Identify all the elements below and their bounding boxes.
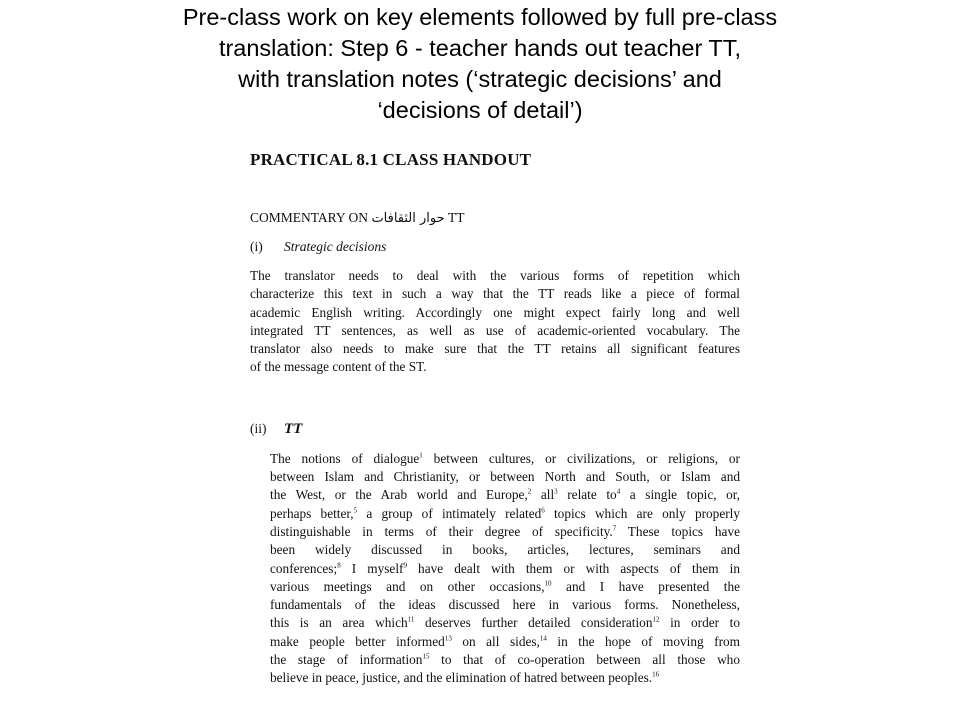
section-number: (i) bbox=[250, 239, 263, 254]
tt-text: I myself bbox=[340, 560, 404, 576]
tt-text: believe in peace, justice, and the elimination of hatred between peoples. bbox=[270, 670, 653, 686]
footnote-marker: 8 bbox=[337, 561, 341, 570]
slide-title-line: ‘decisions of detail’) bbox=[377, 97, 583, 123]
paragraph-line: academic English writing. Accordingly one might expect fairly long and well bbox=[250, 304, 740, 320]
tt-text: These topics have bbox=[616, 523, 740, 539]
tt-text: relate to bbox=[557, 487, 617, 503]
tt-line bbox=[270, 578, 740, 596]
tt-text: between cultures, or civilizations, or religions, or bbox=[422, 450, 740, 466]
slide-title-line: with translation notes (‘strategic decisions’ and bbox=[238, 66, 722, 92]
footnote-marker: 3 bbox=[554, 487, 558, 496]
section-label: Strategic decisions bbox=[284, 239, 387, 254]
target-text-paragraph bbox=[270, 450, 740, 688]
section-heading-tt bbox=[250, 421, 740, 438]
footnote-marker: 2 bbox=[527, 487, 532, 496]
section-heading-strategic bbox=[250, 239, 740, 255]
paragraph-line: characterize this text in such a way that the TT reads like a piece of formal bbox=[250, 286, 740, 302]
footnote-marker: 13 bbox=[444, 634, 452, 643]
paragraph-line: integrated TT sentences, as well as use of academic-oriented vocabulary. The bbox=[250, 322, 740, 338]
footnote-marker: 11 bbox=[407, 616, 415, 625]
tt-text: a group of intimately related bbox=[357, 505, 542, 521]
tt-text: make people better informed bbox=[270, 633, 445, 649]
tt-line bbox=[270, 468, 740, 486]
tt-line bbox=[270, 541, 740, 559]
tt-text: this is an area which bbox=[270, 615, 408, 631]
tt-text: to that of co-operation between all those who bbox=[429, 652, 740, 668]
handout-title: PRACTICAL 8.1 CLASS HANDOUT bbox=[250, 150, 532, 169]
strategic-decisions-paragraph bbox=[250, 267, 740, 377]
tt-text: topics which are only properly bbox=[544, 505, 740, 521]
handout-scan bbox=[250, 150, 740, 688]
paragraph-line: of the message content of the ST. bbox=[250, 359, 427, 375]
footnote-marker: 5 bbox=[353, 506, 358, 515]
slide-title-line: translation: Step 6 - teacher hands out teacher TT, bbox=[218, 35, 742, 61]
commentary-prefix: COMMENTARY ON bbox=[250, 210, 369, 225]
tt-line bbox=[270, 669, 740, 687]
tt-text: been widely discussed in books, articles, lectures, seminars and bbox=[270, 542, 740, 558]
slide-title-line: Pre-class work on key elements followed by full pre-class bbox=[182, 4, 778, 30]
paragraph-line: The translator needs to deal with the various forms of repetition which bbox=[250, 268, 740, 283]
section-number: (ii) bbox=[250, 420, 267, 436]
tt-line bbox=[270, 651, 740, 669]
commentary-heading bbox=[250, 210, 740, 226]
tt-line bbox=[270, 450, 740, 468]
tt-text: deserves further detailed consideration bbox=[414, 615, 653, 631]
tt-text: conferences; bbox=[270, 560, 338, 576]
tt-text: have dealt with them or with aspects of them in bbox=[406, 560, 740, 576]
tt-text: in order to bbox=[659, 615, 740, 631]
tt-text: the stage of information bbox=[270, 652, 423, 668]
tt-line bbox=[270, 523, 740, 541]
tt-text: perhaps better, bbox=[270, 505, 354, 521]
tt-text: all bbox=[531, 487, 555, 503]
commentary-suffix: TT bbox=[448, 210, 465, 225]
footnote-marker: 9 bbox=[403, 561, 407, 570]
tt-line bbox=[270, 596, 740, 614]
tt-text: various meetings and on other occasions, bbox=[270, 578, 545, 594]
tt-text: distinguishable in terms of their degree of specificity. bbox=[270, 523, 613, 539]
slide-title bbox=[20, 2, 940, 126]
tt-text: the West, or the Arab world and Europe, bbox=[270, 487, 528, 503]
tt-text: on all sides, bbox=[451, 633, 540, 649]
paragraph-line: translator also needs to make sure that the TT retains all significant features bbox=[250, 341, 740, 357]
footnote-marker: 1 bbox=[419, 451, 423, 460]
tt-line bbox=[270, 486, 740, 504]
tt-text: in the hope of moving from bbox=[546, 633, 740, 649]
footnote-marker: 16 bbox=[652, 670, 660, 679]
footnote-marker: 12 bbox=[652, 616, 660, 625]
commentary-arabic-title: حوار الثقافات bbox=[371, 211, 445, 226]
tt-text: The notions of dialogue bbox=[270, 450, 420, 466]
tt-text: between Islam and Christianity, or between North and South, or Islam and bbox=[270, 469, 740, 485]
footnote-marker: 4 bbox=[616, 487, 621, 496]
footnote-marker: 15 bbox=[422, 652, 430, 661]
tt-line bbox=[270, 505, 740, 523]
footnote-marker: 14 bbox=[539, 634, 547, 643]
tt-text: and I have presented the bbox=[551, 578, 740, 594]
tt-text: a single topic, or, bbox=[620, 487, 740, 503]
tt-line bbox=[270, 614, 740, 632]
tt-line bbox=[270, 633, 740, 651]
footnote-marker: 10 bbox=[544, 579, 552, 588]
footnote-marker: 7 bbox=[612, 524, 617, 533]
footnote-marker: 6 bbox=[541, 506, 545, 515]
tt-line bbox=[270, 560, 740, 578]
tt-text: fundamentals of the ideas discussed here in various forms. Nonetheless, bbox=[270, 597, 740, 613]
section-label: TT bbox=[284, 420, 303, 437]
